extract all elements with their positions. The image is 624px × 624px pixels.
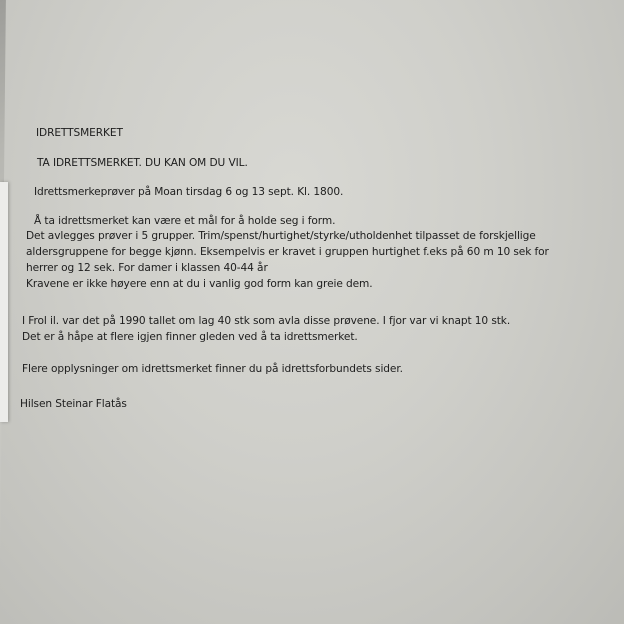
paragraph1-line: Det avlegges prøver i 5 grupper. Trim/spenst/hurtighet/styrke/utholdenhet tilpasset de forskjellige (26, 230, 536, 242)
paragraph2-line: Det er å håpe at flere igjen finner gleden ved å ta idrettsmerket. (22, 331, 358, 343)
schedule-line: Idrettsmerkeprøver på Moan tirsdag 6 og 13 sept. Kl. 1800. (34, 186, 344, 198)
paragraph1-line: aldersgruppene for begge kjønn. Eksempelvis er kravet i gruppen hurtighet f.eks på 60 m 10 sek for (26, 246, 549, 258)
paragraph2-line: I Frol il. var det på 1990 tallet om lag 40 stk som avla disse prøvene. I fjor var vi knapt 10 stk. (22, 315, 511, 327)
info-line: Flere opplysninger om idrettsmerket finner du på idrettsforbundets sider. (22, 363, 403, 375)
document-subheading: TA IDRETTSMERKET. DU KAN OM DU VIL. (37, 157, 248, 169)
document-heading: IDRETTSMERKET (36, 127, 123, 139)
paragraph1-line: Å ta idrettsmerket kan være et mål for å holde seg i form. (34, 215, 336, 227)
paragraph1-line: Kravene er ikke høyere enn at du i vanlig god form kan greie dem. (26, 278, 373, 290)
signature: Hilsen Steinar Flatås (20, 398, 127, 410)
paragraph1-line: herrer og 12 sek. For damer i klassen 40-44 år (26, 262, 268, 274)
